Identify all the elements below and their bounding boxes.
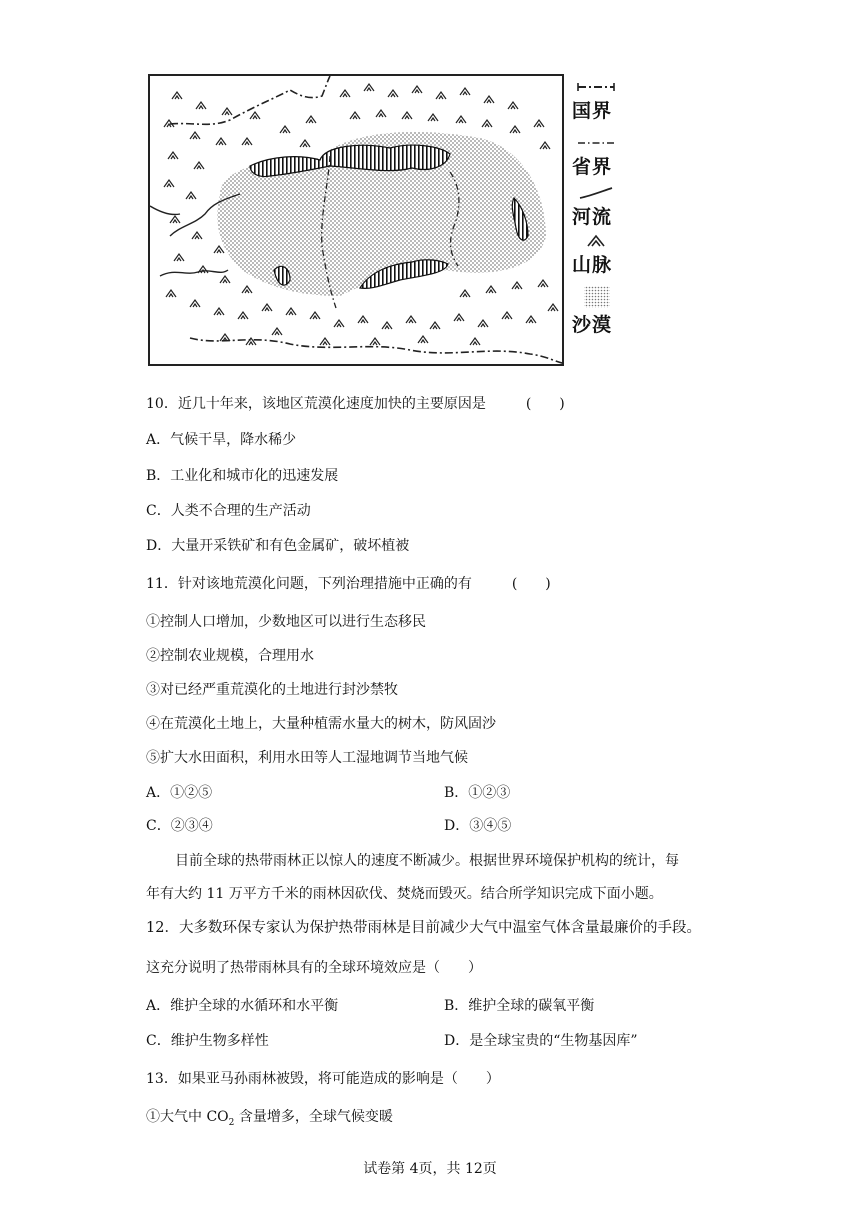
map-figure xyxy=(148,74,568,369)
legend-item-river xyxy=(572,186,632,229)
passage-line-2: 年有大约 11 万平方千米的雨林因砍伐、焚烧而毁灭。结合所学知识完成下面小题。 xyxy=(146,886,663,902)
river-symbol xyxy=(576,186,616,200)
desert-symbol xyxy=(576,286,616,308)
map-legend xyxy=(572,74,632,354)
q10-stem-text: 10．近几十年来，该地区荒漠化速度加快的主要原因是 xyxy=(146,396,486,412)
map-frame xyxy=(148,74,564,366)
q12-stem-line-1: 12．大多数环保专家认为保护热带雨林是目前减少大气中温室气体含量最廉价的手段。 xyxy=(146,920,701,936)
river-tributary xyxy=(160,270,228,276)
q11-item-2: ②控制农业规模，合理用水 xyxy=(146,648,314,664)
page-footer: 试卷第 4页，共 12页 xyxy=(363,1161,497,1177)
q10-stem xyxy=(146,394,565,414)
q11-item-5: ⑤扩大水田面积，利用水田等人工湿地调节当地气候 xyxy=(146,750,468,766)
national-border xyxy=(170,76,330,124)
legend-item-province-border xyxy=(572,136,632,179)
legend-item-national-border xyxy=(572,80,632,123)
legend-item-desert xyxy=(572,286,632,337)
legend-label: 沙漠 xyxy=(572,314,613,336)
legend-label: 国界 xyxy=(572,100,613,122)
q12-option-d: D．是全球宝贵的“生物基因库” xyxy=(444,1033,638,1049)
q11-option-c: C．②③④ xyxy=(146,818,213,834)
q13-item-1 xyxy=(146,1107,393,1133)
national-border-symbol xyxy=(576,80,616,94)
q11-item-4: ④在荒漠化土地上，大量种植需水量大的树木，防风固沙 xyxy=(146,716,496,732)
river-west xyxy=(150,206,180,215)
q10-option-c: C．人类不合理的生产活动 xyxy=(146,503,311,519)
q11-item-1: ①控制人口增加，少数地区可以进行生态移民 xyxy=(146,614,426,630)
q10-option-b: B．工业化和城市化的迅速发展 xyxy=(146,468,339,484)
q13-item-1-text: ①大气中 CO xyxy=(146,1109,229,1125)
q10-option-d: D．大量开采铁矿和有色金属矿，破坏植被 xyxy=(146,538,410,554)
mountain-icon xyxy=(576,234,616,248)
q11-stem-text: 11．针对该地荒漠化问题，下列治理措施中正确的有 xyxy=(146,576,472,592)
co2-subscript: 2 xyxy=(228,1117,235,1128)
q11-item-3: ③对已经严重荒漠化的土地进行封沙禁牧 xyxy=(146,682,398,698)
passage-line-1: 目前全球的热带雨林正以惊人的速度不断减少。根据世界环境保护机构的统计，每 xyxy=(175,853,679,869)
legend-label: 河流 xyxy=(572,206,613,228)
legend-label: 省界 xyxy=(572,156,613,178)
q12-stem-line-2: 这充分说明了热带雨林具有的全球环境效应是（ ） xyxy=(146,960,482,976)
province-border-symbol xyxy=(576,136,616,150)
q11-option-d: D．③④⑤ xyxy=(444,818,512,834)
q11-stem xyxy=(146,574,551,594)
legend-label: 山脉 xyxy=(572,254,613,276)
answer-paren: ( ) xyxy=(511,576,551,592)
q12-option-c: C．维护生物多样性 xyxy=(146,1033,269,1049)
q10-option-a: A．气候干旱，降水稀少 xyxy=(146,432,297,448)
legend-item-mountain xyxy=(572,234,632,277)
q13-stem: 13．如果亚马孙雨林被毁，将可能造成的影响是（ ） xyxy=(146,1071,500,1087)
q13-item-1-text-end: 含量增多，全球气候变暖 xyxy=(234,1109,393,1125)
q12-option-a: A．维护全球的水循环和水平衡 xyxy=(146,998,339,1014)
answer-paren: ( ) xyxy=(525,396,565,412)
q11-option-b: B．①②③ xyxy=(444,785,511,801)
q12-option-b: B．维护全球的碳氧平衡 xyxy=(444,998,595,1014)
desert-region-map xyxy=(150,76,564,366)
q11-option-a: A．①②⑤ xyxy=(146,785,213,801)
national-border-south xyxy=(190,338,564,364)
